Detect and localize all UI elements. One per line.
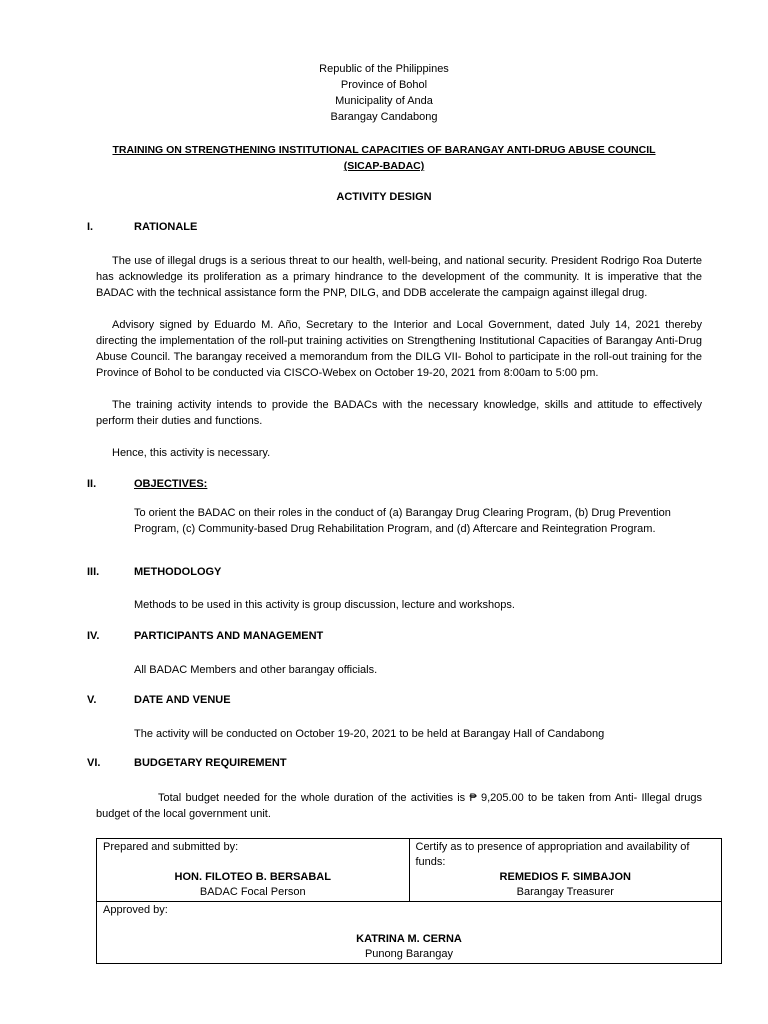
rationale-paragraph-3 (96, 397, 702, 429)
rationale-text-3: The training activity intends to provide the BADACs with the necessary knowledge, skills and attitude to effectively perform their duties and functions. (96, 399, 702, 427)
signature-row-1 (97, 839, 722, 902)
signature-row-2 (97, 902, 722, 964)
header-municipality: Municipality of Anda (335, 95, 433, 107)
section-number-2: II. (87, 478, 97, 490)
section-title-participants: PARTICIPANTS AND MANAGEMENT (134, 630, 324, 642)
signature-table (96, 838, 722, 964)
section-number-1: I. (87, 221, 94, 233)
participants-text: All BADAC Members and other barangay officials. (134, 664, 378, 676)
certify-name: REMEDIOS F. SIMBAJON (499, 871, 631, 883)
rationale-paragraph-2 (96, 317, 702, 381)
section-title-rationale: RATIONALE (134, 221, 198, 233)
section-title-methodology: METHODOLOGY (134, 566, 222, 578)
section-number-4: IV. (87, 630, 100, 642)
section-number-6: VI. (87, 757, 101, 769)
venue-text: The activity will be conducted on October 19-20, 2021 to be held at Barangay Hall of Candabong (134, 728, 605, 740)
title-line-2: (SICAP-BADAC) (343, 160, 425, 172)
prepared-title: BADAC Focal Person (199, 886, 306, 898)
approved-label: Approved by: (103, 904, 168, 916)
section-number-3: III. (87, 566, 100, 578)
rationale-paragraph-1 (96, 253, 702, 301)
prepared-label: Prepared and submitted by: (103, 841, 239, 853)
document-title (80, 142, 688, 174)
section-title-objectives: OBJECTIVES: (134, 478, 208, 490)
approved-name: KATRINA M. CERNA (356, 933, 462, 945)
rationale-text-2: Advisory signed by Eduardo M. Año, Secretary to the Interior and Local Government, dated July 14, 2021 thereby directing the implementation of the roll-put training activities on Strengthening Institutional Capacities of Barangay Anti-Drug Abuse Council. The barangay received a memorandum from the DILG VII- Bohol to participate in the roll-out training for the Province of Bohol to be conducted via CISCO-Webex on October 19-20, 2021 from 8:00am to 5:00 pm. (96, 319, 702, 379)
prepared-name: HON. FILOTEO B. BERSABAL (174, 871, 331, 883)
budget-text: Total budget needed for the whole duration of the activities is ₱ 9,205.00 to be taken from Anti- Illegal drugs budget of the local government unit. (96, 792, 702, 820)
objectives-text: To orient the BADAC on their roles in the conduct of (a) Barangay Drug Clearing Program, (b) Drug Prevention Program, (c) Community-based Drug Rehabilitation Program, and (d) Aftercare and Reintegration Program. (134, 507, 671, 535)
header-province: Province of Bohol (340, 79, 428, 91)
section-title-budget: BUDGETARY REQUIREMENT (134, 757, 287, 769)
rationale-text-1: The use of illegal drugs is a serious threat to our health, well-being, and national security. President Rodrigo Roa Duterte has acknowledge its proliferation as a primary hindrance to the development of the community. It is imperative that the BADAC with the technical assistance form the PNP, DILG, and DDB accelerate the campaign against illegal drug. (96, 255, 702, 299)
certify-title: Barangay Treasurer (516, 886, 614, 898)
header (0, 61, 768, 125)
certify-label: Certify as to presence of appropriation and availability of funds: (415, 841, 690, 868)
budget-paragraph (96, 790, 702, 822)
section-number-5: V. (87, 694, 97, 706)
certify-cell (409, 839, 722, 902)
approved-cell (97, 902, 722, 964)
rationale-text-4: Hence, this activity is necessary. (112, 447, 271, 459)
approved-title: Punong Barangay (364, 948, 454, 960)
header-republic: Republic of the Philippines (319, 63, 449, 75)
methodology-text: Methods to be used in this activity is group discussion, lecture and workshops. (134, 599, 515, 611)
title-line-1: TRAINING ON STRENGTHENING INSTITUTIONAL CAPACITIES OF BARANGAY ANTI-DRUG ABUSE COUNCIL (112, 144, 656, 156)
section-title-date-venue: DATE AND VENUE (134, 694, 231, 706)
prepared-cell (97, 839, 410, 902)
activity-design-heading: ACTIVITY DESIGN (336, 191, 432, 203)
header-barangay: Barangay Candabong (330, 111, 438, 123)
rationale-paragraph-4 (96, 445, 702, 461)
